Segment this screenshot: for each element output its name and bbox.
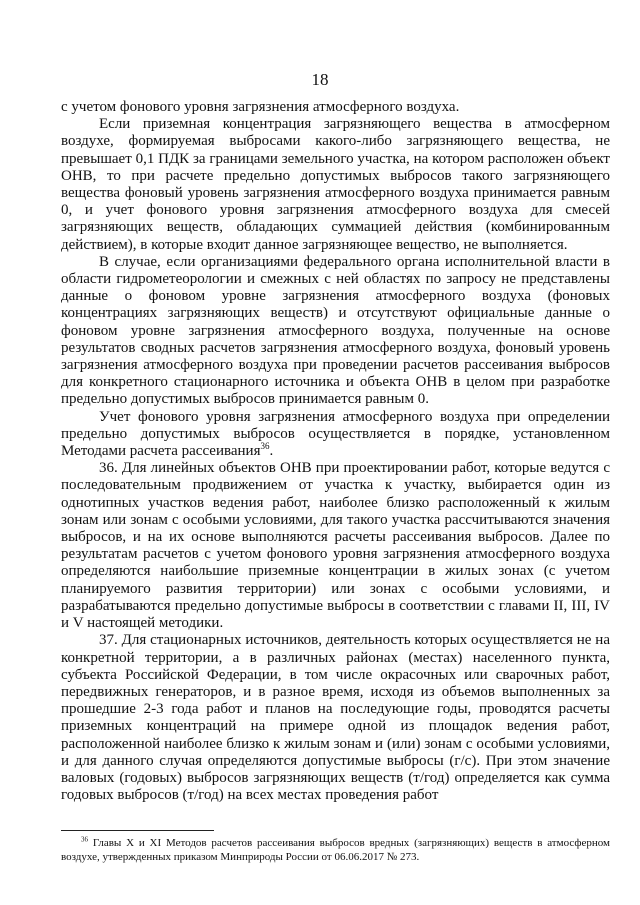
paragraph-item-36: 36. Для линейных объектов ОНВ при проектировании работ, которые ведутся с последовательным продвижением от участка к участку, выбирается один из однотипных участков ведения работ, наиболее близко расположенный к жилым зонам или зонам с особыми условиями, для такого участка рассчитываются значения выбросов, и на их основе выполняются расчеты рассеивания выбросов. Далее по результатам расчетов с учетом фонового уровня загрязнения атмосферного воздуха определяются наибольшие приземные концентрации в жилых зонах (с учетом планируемого развития территории) или зонах с особыми условиями, и разрабатываются предельно допустимые выбросы в соответствии с главами II, III, IV и V настоящей методики. (61, 460, 610, 632)
footnote (61, 836, 610, 864)
paragraph-continuation: с учетом фонового уровня загрязнения атмосферного воздуха. (61, 99, 460, 115)
paragraph-no-data-case: В случае, если организациями федерального органа исполнительной власти в области гидрометеорологии и смежных с ней областях по запросу не представлены данные о фоновом уровне загрязнения атмосферного воздуха (фоновых концентрациях загрязняющих веществ) и отсутствуют официальные данные о фоновом уровне загрязнения атмосферного воздуха, полученные на основе результатов сводных расчетов загрязнения атмосферного воздуха, фоновый уровень загрязнения атмосферного воздуха при проведении расчетов рассеивания выбросов для конкретного стационарного источника и объекта ОНВ в целом при разработке предельно допустимых выбросов принимается равным 0. (61, 253, 610, 408)
page-number: 18 (311, 70, 329, 89)
paragraph-background-accounting-text: Учет фонового уровня загрязнения атмосферного воздуха при определении предельно допустимых выбросов осуществляется в порядке, установленном Методами расчета рассеивания (61, 408, 610, 460)
footnote-reference-36: 36 (260, 441, 270, 452)
footnote-36 (61, 836, 610, 864)
paragraph-background-accounting-end: . (269, 443, 274, 460)
paragraph-item-37: 37. Для стационарных источников, деятельность которых осуществляется не на конкретной территории, а в различных районах (местах) населенного пункта, субъекта Российской Федерации, в том числе окрасочных или сварочных работ, передвижных генераторов, и в разное время, исходя из объемов выполненных за прошедшие 2-3 года работ и планов на последующие годы, проводятся расчеты приземных концентраций на примере одной из площадок ведения работ, расположенной наиболее близко к жилым зонам и (или) зонам с особыми условиями, и для данного случая определяются допустимые выбросы (г/с). При этом значение валовых (годовых) выбросов загрязняющих веществ (т/год) определяется как сумма годовых выбросов (т/год) на всех местах проведения работ (61, 632, 610, 804)
footnote-marker: 36 (81, 835, 88, 844)
body-text (61, 99, 610, 804)
footnote-divider (61, 830, 214, 831)
paragraph-background-accounting (61, 409, 610, 461)
footnote-text: Главы X и XI Методов расчетов рассеивания выбросов вредных (загрязняющих) веществ в атмосферном воздухе, утвержденных приказом Минприроды России от 06.06.2017 № 273. (61, 837, 611, 863)
paragraph-zero-background: Если приземная концентрация загрязняющего вещества в атмосферном воздухе, формируемая выбросами какого-либо загрязняющего вещества, не превышает 0,1 ПДК за границами земельного участка, на котором расположен объект ОНВ, то при расчете предельно допустимых выбросов такого загрязняющего вещества фоновый уровень загрязнения атмосферного воздуха принимается равным 0, и учет фонового уровня загрязнения атмосферного воздуха для смесей загрязняющих веществ, обладающих суммацией действия (комбинированным действием), в которые входит данное загрязняющее вещество, не выполняется. (61, 116, 610, 253)
